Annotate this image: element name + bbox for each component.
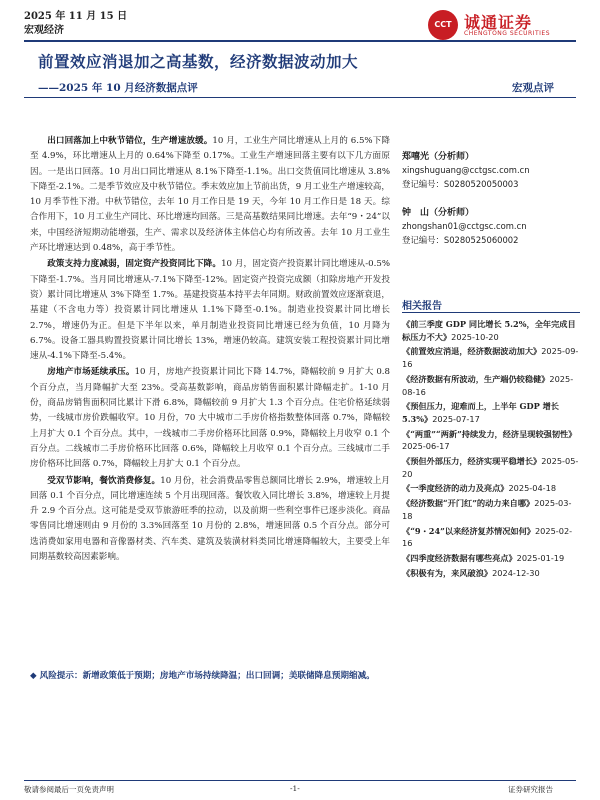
section-lead: 房地产市场延续承压。 — [47, 367, 135, 378]
related-report-link[interactable]: 《预但压力，迎难而上，上半年 GDP 增长 5.3%》2025-07-17 — [402, 401, 559, 424]
section-paragraph — [30, 474, 390, 566]
related-report-link[interactable]: 《预但外部压力，经济实现平稳增长》2025-05-20 — [402, 456, 579, 479]
related-report-link[interactable]: 《四季度经济数据有哪些亮点》2025-01-19 — [402, 552, 565, 563]
logo-english-name: CHENGTONG SECURITIES — [464, 30, 551, 37]
related-report-link[interactable]: 《经济数据“开门红”的动力来自哪》2025-03-18 — [402, 498, 572, 521]
section-text: 10 月，固定资产投资累计同比增速从-0.5%下降至-1.7%。当月同比增速从-7.1%下降至-12%。固定资产投资完成额（扣除房地产开发投资）累计同比增速从 3%下降至 1.7%。基建投资基本持平去年同期。财政前置效应逐渐衰退，基建（不含电力等）投资累计同比增速从 1.1%下降至-0.1%。制造业投资累计同比增长 2.7%，增速仍为正。但是下半年以来，单月制造业投资同比增速已经为负值，10 月降为 6.7%。设备工器具购置投资累计同比增长 13%，增速仍较高。建筑安装工程投资累计同比增速从-4.1%下降至-5.4%。 — [30, 259, 390, 362]
section-lead: 出口回落加上中秋节错位，生产增速放缓。 — [47, 136, 213, 146]
related-report-link[interactable]: 《经济数据有所波动，生产端仍较稳健》2025-08-16 — [402, 373, 574, 397]
section-paragraph — [30, 257, 390, 364]
analyst-card — [402, 206, 582, 247]
page-subtitle: ——2025 年 10 月经济数据点评 — [38, 82, 198, 94]
report-type: 宏观经济 — [24, 25, 64, 36]
page-title: 前置效应消退加之高基数，经济数据波动加大 — [38, 52, 359, 71]
footer-label: 证券研究报告 — [508, 785, 553, 794]
main-body — [30, 134, 390, 566]
footer-disclaimer: 敬请参阅最后一页免责声明 — [24, 785, 114, 794]
header-divider — [24, 40, 576, 42]
related-divider — [402, 312, 580, 313]
related-reports-list — [402, 318, 580, 581]
analyst-name: 郑嘻光（分析师） — [402, 152, 475, 162]
analyst-registration: 登记编号：S0280525060002 — [402, 234, 519, 245]
related-report-link[interactable]: 《“9・24”以来经济复苏情况如何》2025-02-16 — [402, 525, 573, 549]
section-paragraph — [30, 134, 390, 256]
related-report-link[interactable]: 《一季度经济的动力及亮点》2025-04-18 — [402, 483, 557, 494]
related-report-link[interactable]: 《积极有为，来风破浪》2024-12-30 — [402, 567, 540, 578]
analyst-card — [402, 150, 582, 191]
section-paragraph — [30, 365, 390, 472]
section-text: 10 月，房地产投资累计同比下降 14.7%，降幅较前 9 月扩大 0.8 个百分点，当月降幅扩大至 23%。受高基数影响，商品房销售面积累计降幅走扩。1-10 月份，商品房销售面积同比累计下滑 6.8%，降幅较前 9 月扩大 1.3 个百分点。住宅价格延续弱势，一线城市房价跌幅收窄。10 月份，70 大中城市二手房价格指数整体回落 0.7%，降幅较上月扩大 0.1 个百分点。其中，一线城市二手房价格环比回落 0.9%，降幅较上月收窄 0.1 个百分点。二线城市二手房价格环比回落 0.6%，降幅较上月收窄 0.1 个百分点。三线城市二手房价格环比回落 0.7%，降幅较上月扩大 0.1 个百分点。 — [30, 367, 390, 470]
logo-mark-icon: CCT — [428, 10, 458, 40]
category-tag: 宏观点评 — [512, 82, 554, 94]
section-text: 10 月份，社会消费品零售总额同比增长 2.9%，增速较上月回落 0.1 个百分点，同比增速连续 5 个月出现回落。餐饮收入同比增长 3.8%，增速较上月提升 2.9 个百分点。这可能是受双节旅游旺季的拉动，以及前期一些利空事件已逐步淡化。商品零售同比增速则由 9 月份的 3.3%回落至 10 月份的 2.8%，增速回落 0.5 个百分点。部分可选消费如家用电器和音像器材类、汽车类、建筑及装潢材料类同比增速降幅较大，主要受上年同期基数较高因素影响。 — [30, 475, 390, 563]
analyst-email[interactable]: xingshuguang@cctgsc.com.cn — [402, 165, 530, 176]
related-report-link[interactable]: 《“两重”“两新”持续发力，经济呈现较强韧性》2025-06-17 — [402, 428, 577, 452]
section-lead: 受双节影响，餐饮消费修复。 — [47, 475, 161, 486]
risk-warning: ◆ 风险提示：新增政策低于预期；房地产市场持续降温；出口回调；美联储降息预期缩减。 — [30, 671, 375, 681]
section-lead: 政策支持力度减弱，固定资产投资同比下降。 — [47, 259, 222, 270]
page-number: -1- — [290, 784, 300, 793]
subtitle-divider — [24, 97, 576, 98]
analyst-name: 钟 山（分析师） — [402, 208, 475, 218]
report-date: 2025 年 11 月 15 日 — [24, 11, 128, 22]
section-text: 10 月，工业生产同比增速从上月的 6.5%下降至 4.9%，环比增速从上月的 0.64%下降至 0.17%。工业生产增速回落主要有以下几方面原因。一是出口回落。10 月出口同比增速从 8.1%下降至-1.1%。出口交货值同比增速从 3.8%下降至-2.1%。二是季节效应及中秋节错位。季末效应加上节前出货，9 月工业生产增速较高，10 月季节性下滑。中秋节错位，去年 10 月工作日是 19 天，今年 10 月工作日是 18 天。综合作用下，10 月工业生产同比、环比增速均回落。三是高基数结果同比增速。去年“9・24”以来，中国经济短期动能增强，生产、需求以及经济体主体信心均有所改善。去年 10 月工业生产环比增速达到 0.48%，高于季节性。 — [30, 136, 390, 254]
related-report-link[interactable]: 《前三季度 GDP 同比增长 5.2%，全年完成目标压力不大》2025-10-20 — [402, 319, 576, 342]
analyst-registration: 登记编号：S0280520050003 — [402, 178, 519, 189]
related-reports-heading: 相关报告 — [402, 301, 442, 312]
analyst-email[interactable]: zhongshan01@cctgsc.com.cn — [402, 221, 527, 232]
related-report-link[interactable]: 《前置效应消退，经济数据波动加大》2025-09-16 — [402, 346, 579, 370]
footer-divider — [24, 780, 576, 781]
logo-name: 诚通证券 — [464, 13, 533, 32]
